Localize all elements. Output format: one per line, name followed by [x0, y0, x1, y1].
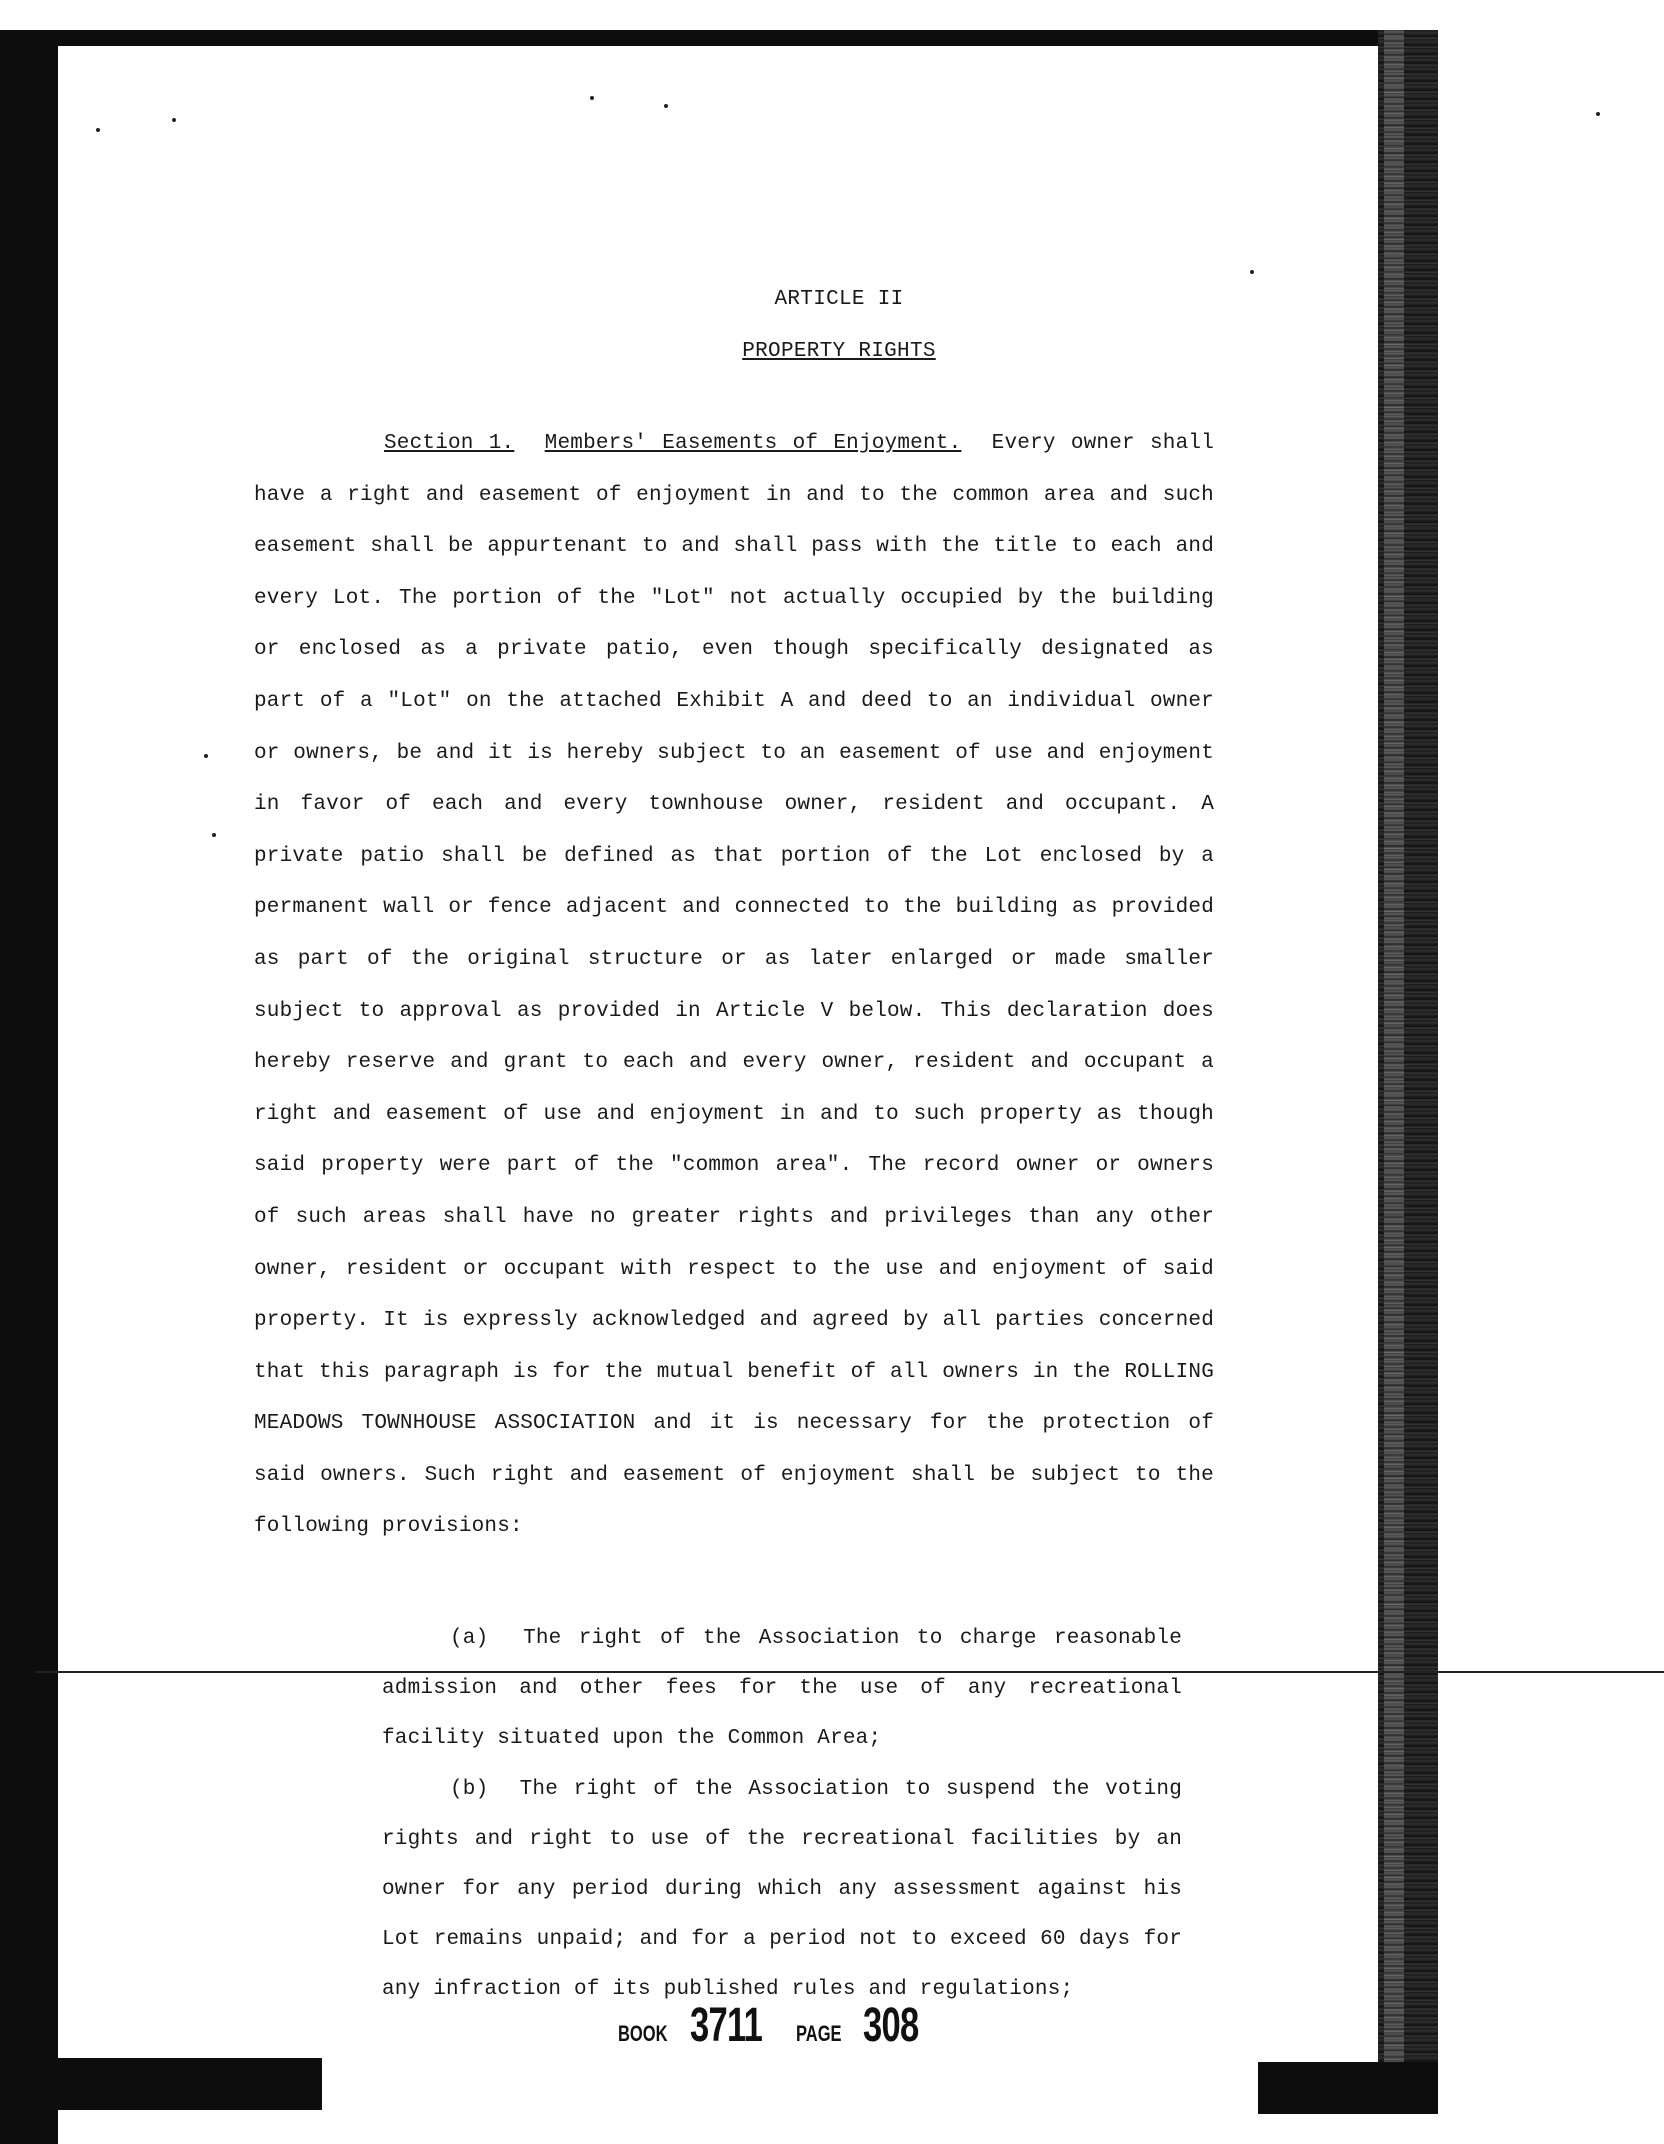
article-heading: PROPERTY RIGHTS	[742, 340, 936, 363]
provision-a-label: (a)	[450, 1627, 489, 1650]
section-title: Members' Easements of Enjoyment.	[544, 432, 962, 455]
provision-b-label: (b)	[450, 1778, 489, 1801]
provision-a-text: The right of the Association to charge reasonable admission and other fees for the use of any recreational facility situated upon the Common Area;	[382, 1627, 1182, 1750]
article-title: ARTICLE II	[774, 288, 904, 311]
provision-b-text: The right of the Association to suspend the voting rights and right to use of the recreational facilities by an owner for any period during which any assessment against his Lot remains unpaid; and for a period not to exceed 60 days for any infraction of its published rules and regulations;	[382, 1778, 1182, 2001]
book-label: BOOK	[618, 2021, 668, 2046]
book-page-stamp	[618, 1998, 940, 2053]
section-label: Section 1.	[384, 432, 515, 455]
page-label: PAGE	[796, 2021, 842, 2046]
book-number: 3711	[690, 1999, 763, 2052]
section-1-paragraph	[254, 418, 1214, 1553]
provision-b	[382, 1765, 1182, 2015]
section-body: Every owner shall have a right and easement of enjoyment in and to the common area and such easement shall be appurtenant to and shall pass with the title to each and every Lot. The portion of the "Lot" not actually occupied by the building or enclosed as a private patio, even though specifically designated as part of a "Lot" on the attached Exhibit A and deed to an individual owner or owners, be and it is hereby subject to an easement of use and enjoyment in favor of each and every townhouse owner, resident and occupant. A private patio shall be defined as that portion of the Lot enclosed by a permanent wall or fence adjacent and connected to the building as provided as part of the original structure or as later enlarged or made smaller subject to approval as provided in Article V below. This declaration does hereby reserve and grant to each and every owner, resident and occupant a right and easement of use and enjoyment in and to such property as though said property were part of the "common area". The record owner or owners of such areas shall have no greater rights and privileges than any other owner, resident or occupant with respect to the use and enjoyment of said property. It is expressly acknowledged and agreed by all parties concerned that this paragraph is for the mutual benefit of all owners in the ROLLING MEADOWS TOWNHOUSE ASSOCIATION and it is necessary for the protection of said owners. Such right and easement of enjoyment shall be subject to the following provisions:	[254, 432, 1214, 1539]
page-number: 308	[862, 1999, 919, 2052]
provision-a	[382, 1614, 1182, 1764]
